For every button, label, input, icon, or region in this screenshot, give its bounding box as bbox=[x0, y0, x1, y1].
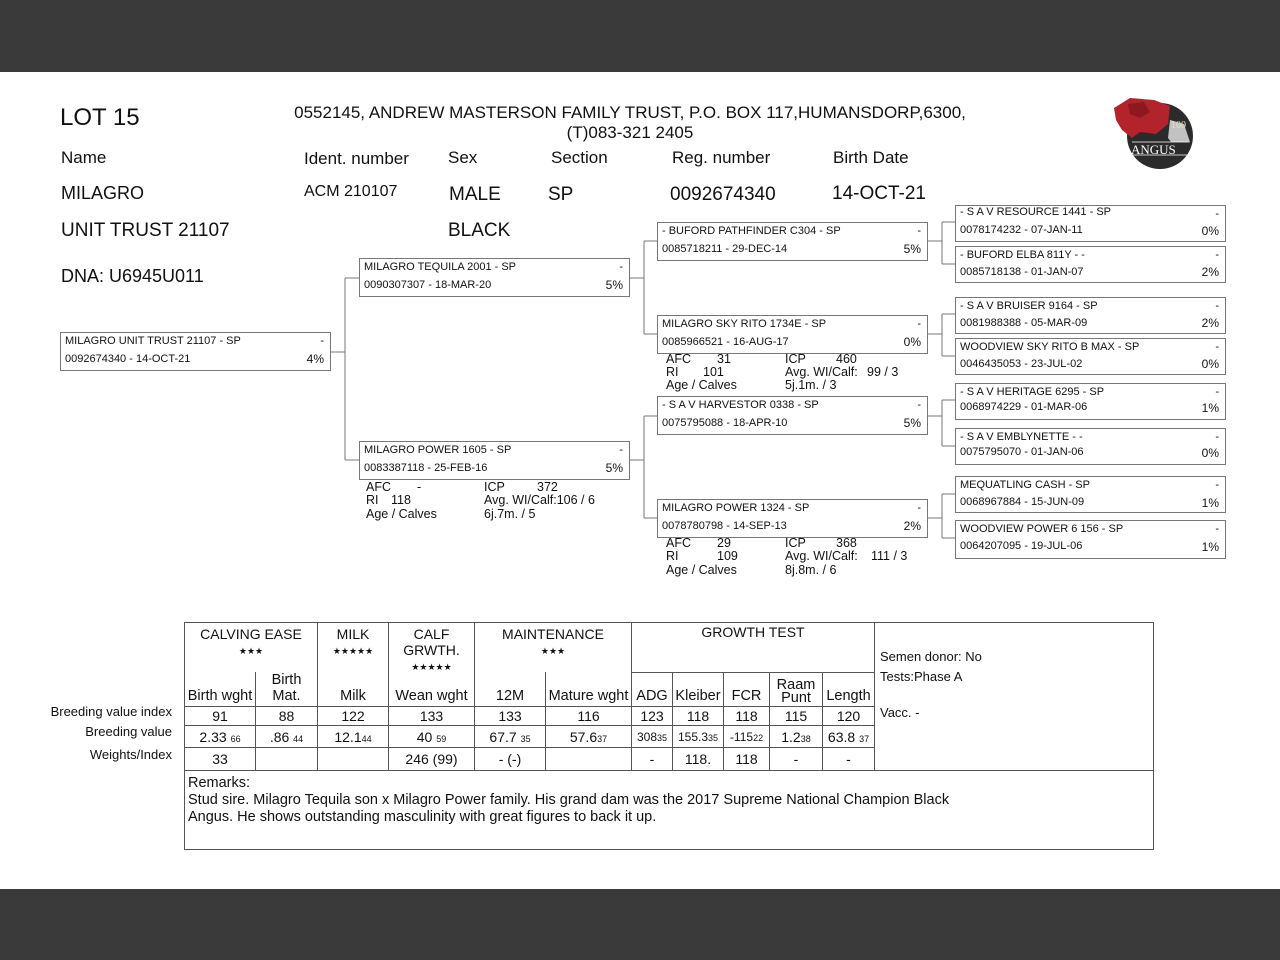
index-cell: 120 bbox=[823, 707, 875, 726]
pedigree-reg: 0046435053 - 23-JUL-02 bbox=[960, 358, 1083, 370]
dna-code: DNA: U6945U011 bbox=[61, 266, 204, 286]
pedigree-dash: - bbox=[917, 502, 921, 514]
logo-number: 100 bbox=[1171, 120, 1186, 131]
col-birth-mat: Birth Mat. bbox=[256, 672, 318, 707]
pedigree-dash: - bbox=[619, 444, 623, 456]
pedigree-sire-dam bbox=[657, 315, 928, 354]
col-birth-weight: Birth wght bbox=[185, 672, 256, 707]
col-kleiber: Kleiber bbox=[673, 672, 724, 707]
pedigree-name: WOODVIEW SKY RITO B MAX - SP bbox=[960, 341, 1140, 353]
weight-cell: - (-) bbox=[475, 748, 546, 771]
pedigree-reg: 0078780798 - 14-SEP-13 bbox=[662, 520, 787, 532]
index-cell: 115 bbox=[770, 707, 823, 726]
bv-accuracy: 44 bbox=[361, 733, 372, 744]
pedigree-reg: 0085718138 - 01-JAN-07 bbox=[960, 266, 1084, 278]
col-adg: ADG bbox=[632, 672, 673, 707]
bv-accuracy: 37 bbox=[859, 733, 870, 744]
pedigree-gg-3 bbox=[955, 297, 1226, 334]
weight-cell: - bbox=[823, 748, 875, 771]
pedigree-percent: 5% bbox=[903, 416, 921, 430]
index-cell: 133 bbox=[389, 707, 475, 726]
bv-accuracy: 35 bbox=[708, 732, 719, 743]
pedigree-percent: 1% bbox=[1201, 401, 1219, 415]
side-notes bbox=[875, 623, 1154, 771]
remarks-box bbox=[184, 770, 1154, 850]
bv-value: .86 bbox=[269, 728, 290, 745]
pedigree-percent: 5% bbox=[605, 461, 623, 475]
sd-afc-label: AFC bbox=[666, 352, 691, 366]
pedigree-reg: 0085966521 - 16-AUG-17 bbox=[662, 336, 789, 348]
bv-accuracy: 35 bbox=[520, 733, 531, 744]
pedigree-percent: 5% bbox=[605, 278, 623, 292]
semen-donor: Semen donor: No bbox=[880, 649, 982, 664]
pedigree-reg: 0075795088 - 18-APR-10 bbox=[662, 417, 788, 429]
col-milk: Milk bbox=[318, 672, 389, 707]
dd-age-label: Age / Calves bbox=[666, 563, 737, 577]
bv-cell bbox=[256, 726, 318, 748]
label-ident: Ident. number bbox=[304, 149, 409, 168]
pedigree-reg: 0092674340 - 14-OCT-21 bbox=[65, 353, 191, 365]
bv-cell bbox=[823, 726, 875, 748]
pedigree-name: MILAGRO TEQUILA 2001 - SP bbox=[364, 261, 517, 273]
animal-section: SP bbox=[548, 184, 574, 205]
bv-cell bbox=[546, 726, 632, 748]
dam-age: 6j.7m. / 5 bbox=[484, 507, 536, 521]
dd-ri-label: RI bbox=[666, 549, 679, 563]
index-cell: 88 bbox=[256, 707, 318, 726]
remarks-line-2: Angus. He shows outstanding masculinity with great figures to back it up. bbox=[188, 809, 657, 825]
sd-icp-label: ICP bbox=[785, 352, 806, 366]
bv-accuracy: 35 bbox=[657, 732, 668, 743]
bv-value: 2.33 bbox=[199, 728, 227, 745]
pedigree-dash: - bbox=[917, 318, 921, 330]
dam-afc: - bbox=[417, 480, 422, 494]
pedigree-reg: 0085718211 - 29-DEC-14 bbox=[662, 243, 788, 255]
dam-icp-label: ICP bbox=[484, 480, 505, 494]
pedigree-name: - S A V HARVESTOR 0338 - SP bbox=[662, 399, 819, 411]
rating-stars: ★★★★★ bbox=[411, 662, 452, 672]
weight-cell: - bbox=[632, 748, 673, 771]
bv-value: 40 bbox=[416, 728, 433, 745]
animal-sex: MALE bbox=[449, 184, 501, 205]
pedigree-gg-4 bbox=[955, 338, 1226, 375]
bv-accuracy: 44 bbox=[293, 733, 304, 744]
pedigree-dash: - bbox=[1215, 523, 1219, 535]
dam-afc-label: AFC bbox=[366, 480, 391, 494]
bv-cell bbox=[318, 726, 389, 748]
rating-stars: ★★★ bbox=[238, 646, 264, 656]
label-section: Section bbox=[551, 148, 608, 167]
dd-afc: 29 bbox=[717, 536, 731, 550]
sd-age: 5j.1m. / 3 bbox=[785, 378, 837, 392]
bv-cell bbox=[389, 726, 475, 748]
bv-cell bbox=[673, 726, 724, 748]
weight-cell: 33 bbox=[185, 748, 256, 771]
index-cell: 122 bbox=[318, 707, 389, 726]
animal-color: BLACK bbox=[448, 220, 511, 241]
dd-icp: 368 bbox=[836, 536, 857, 550]
pedigree-dash: - bbox=[1215, 300, 1219, 312]
pedigree-percent: 0% bbox=[1201, 357, 1219, 371]
pedigree-reg: 0083387118 - 25-FEB-16 bbox=[364, 462, 488, 474]
dam-avg: Avg. WI/Calf:106 / 6 bbox=[484, 493, 595, 507]
pedigree-reg: 0068967884 - 15-JUN-09 bbox=[960, 496, 1085, 508]
pedigree-name: - S A V BRUISER 9164 - SP bbox=[960, 300, 1098, 312]
rating-stars: ★★★★★ bbox=[332, 646, 374, 656]
bv-accuracy: 22 bbox=[753, 732, 764, 743]
row-label-bv: Breeding value bbox=[85, 724, 172, 739]
weight-cell bbox=[256, 748, 318, 771]
label-sex: Sex bbox=[448, 148, 478, 167]
bv-accuracy: 59 bbox=[436, 733, 447, 744]
pedigree-percent: 1% bbox=[1201, 540, 1219, 554]
bv-cell bbox=[724, 726, 770, 748]
dd-avg: 111 / 3 bbox=[871, 549, 908, 563]
rating-stars: ★★★ bbox=[540, 646, 566, 656]
pedigree-dash: - bbox=[917, 225, 921, 237]
pedigree-dash: - bbox=[1215, 249, 1219, 261]
pedigree-dash: - bbox=[1215, 208, 1219, 220]
weight-cell: 118. bbox=[673, 748, 724, 771]
index-cell: 133 bbox=[475, 707, 546, 726]
weight-cell bbox=[318, 748, 389, 771]
pedigree-sire bbox=[359, 258, 630, 297]
sd-afc: 31 bbox=[717, 352, 731, 366]
index-cell: 123 bbox=[632, 707, 673, 726]
pedigree-percent: 5% bbox=[903, 242, 921, 256]
col-mature-weight: Mature wght bbox=[546, 672, 632, 707]
pedigree-name: MILAGRO SKY RITO 1734E - SP bbox=[662, 318, 827, 330]
pedigree-name: - BUFORD PATHFINDER C304 - SP bbox=[662, 225, 841, 237]
group-label: CALVING EASE bbox=[200, 626, 302, 642]
pedigree-percent: 0% bbox=[903, 335, 921, 349]
pedigree-reg: 0090307307 - 18-MAR-20 bbox=[364, 279, 492, 291]
col-raam-punt: Raam Punt bbox=[770, 672, 823, 707]
pedigree-percent: 2% bbox=[1201, 316, 1219, 330]
remarks-label: Remarks: bbox=[188, 775, 251, 791]
bv-value: 1.2 bbox=[781, 728, 801, 745]
col-12m: 12M bbox=[475, 672, 546, 707]
pedigree-reg: 0064207095 - 19-JUL-06 bbox=[960, 540, 1083, 552]
pedigree-name: - S A V HERITAGE 6295 - SP bbox=[960, 386, 1105, 398]
pedigree-percent: 2% bbox=[903, 519, 921, 533]
lot-number: LOT 15 bbox=[60, 104, 140, 131]
animal-ident: ACM 210107 bbox=[304, 183, 398, 200]
pedigree-dash: - bbox=[1215, 341, 1219, 353]
dam-age-label: Age / Calves bbox=[366, 507, 437, 521]
pedigree-name: MILAGRO POWER 1324 - SP bbox=[662, 502, 810, 514]
pedigree-reg: 0078174232 - 07-JAN-11 bbox=[960, 224, 1083, 236]
sd-age-label: Age / Calves bbox=[666, 378, 737, 392]
pedigree-gg-7 bbox=[955, 476, 1226, 513]
pedigree-sire-sire bbox=[657, 222, 928, 261]
animal-reg: 0092674340 bbox=[670, 184, 776, 205]
bv-accuracy: 66 bbox=[230, 733, 241, 744]
weight-cell: 118 bbox=[724, 748, 770, 771]
group-milk bbox=[318, 623, 389, 673]
pedigree-dash: - bbox=[619, 261, 623, 273]
breeding-value-table bbox=[184, 622, 1154, 771]
pedigree-gg-8 bbox=[955, 520, 1226, 559]
group-growth-test bbox=[632, 623, 875, 673]
animal-name-line2: UNIT TRUST 21107 bbox=[61, 220, 230, 241]
dam-icp: 372 bbox=[537, 480, 558, 494]
bv-accuracy: 37 bbox=[597, 733, 608, 744]
pedigree-gg-1 bbox=[955, 205, 1226, 242]
pedigree-reg: 0075795070 - 01-JAN-06 bbox=[960, 446, 1084, 458]
pedigree-name: MILAGRO POWER 1605 - SP bbox=[364, 444, 512, 456]
pedigree-dash: - bbox=[1215, 386, 1219, 398]
row-label-weights: Weights/Index bbox=[89, 747, 172, 762]
group-label: MAINTENANCE bbox=[502, 626, 604, 642]
index-cell: 118 bbox=[673, 707, 724, 726]
pedigree-name: - S A V EMBLYNETTE - - bbox=[960, 431, 1083, 443]
owner-line-1: 0552145, ANDREW MASTERSON FAMILY TRUST, P.O. BOX 117,HUMANSDORP,6300, bbox=[294, 103, 966, 122]
weight-cell: 246 (99) bbox=[389, 748, 475, 771]
pedigree-dam-sire bbox=[657, 396, 928, 435]
pedigree-gg-6 bbox=[955, 428, 1226, 465]
bv-value: 57.6 bbox=[569, 728, 598, 745]
pedigree-percent: 0% bbox=[1201, 224, 1219, 238]
tests: Tests:Phase A bbox=[880, 669, 963, 684]
bv-accuracy: 38 bbox=[800, 733, 811, 744]
pedigree-dam-dam bbox=[657, 499, 928, 538]
bv-value: 155.3 bbox=[677, 729, 708, 744]
index-cell: 116 bbox=[546, 707, 632, 726]
col-wean-weight: Wean wght bbox=[389, 672, 475, 707]
group-maintenance bbox=[475, 623, 632, 673]
pedigree-dash: - bbox=[1215, 431, 1219, 443]
weight-cell: - bbox=[770, 748, 823, 771]
sd-avg: 99 / 3 bbox=[867, 365, 899, 379]
weight-cell bbox=[546, 748, 632, 771]
pedigree-name: MEQUATLING CASH - SP bbox=[960, 479, 1090, 491]
sd-ri-label: RI bbox=[666, 365, 679, 379]
pedigree-name: WOODVIEW POWER 6 156 - SP bbox=[960, 523, 1124, 535]
pedigree-self bbox=[60, 332, 331, 371]
pedigree-percent: 1% bbox=[1201, 496, 1219, 510]
pedigree-percent: 0% bbox=[1201, 446, 1219, 460]
label-name: Name bbox=[61, 148, 107, 167]
animal-name: MILAGRO bbox=[61, 183, 145, 203]
group-label: MILK bbox=[336, 626, 370, 642]
index-cell: 91 bbox=[185, 707, 256, 726]
animal-birth: 14-OCT-21 bbox=[832, 183, 926, 204]
bv-cell bbox=[475, 726, 546, 748]
dam-ri: 118 bbox=[391, 493, 411, 507]
pedigree-reg: 0068974229 - 01-MAR-06 bbox=[960, 401, 1088, 413]
pedigree-dash: - bbox=[320, 335, 324, 347]
vacc: Vacc. - bbox=[880, 705, 920, 720]
group-calf-growth bbox=[389, 623, 475, 673]
pedigree-dash: - bbox=[917, 399, 921, 411]
bv-cell bbox=[632, 726, 673, 748]
dd-avg-label: Avg. WI/Calf: bbox=[785, 549, 858, 563]
remarks-line-1: Stud sire. Milagro Tequila son x Milagro Power family. His grand dam was the 2017 Supreme National Champion Black bbox=[188, 792, 950, 808]
label-reg: Reg. number bbox=[672, 148, 771, 167]
sd-ri: 101 bbox=[703, 365, 724, 379]
group-label: CALF GRWTH. bbox=[403, 626, 460, 658]
owner-line-2: (T)083-321 2405 bbox=[566, 123, 694, 142]
sd-icp: 460 bbox=[836, 352, 857, 366]
pedigree-dam bbox=[359, 441, 630, 480]
bv-value: -115 bbox=[729, 729, 754, 744]
pedigree-dash: - bbox=[1215, 479, 1219, 491]
dd-afc-label: AFC bbox=[666, 536, 691, 550]
bv-value: 12.1 bbox=[334, 728, 362, 745]
bv-cell bbox=[185, 726, 256, 748]
pedigree-gg-5 bbox=[955, 383, 1226, 420]
logo-text: ANGUS bbox=[1131, 142, 1176, 157]
pedigree-gg-2 bbox=[955, 246, 1226, 283]
pedigree-reg: 0081988388 - 05-MAR-09 bbox=[960, 317, 1088, 329]
label-birth: Birth Date bbox=[833, 148, 909, 167]
group-calving-ease bbox=[185, 623, 318, 673]
col-fcr: FCR bbox=[724, 672, 770, 707]
dd-age: 8j.8m. / 6 bbox=[785, 563, 837, 577]
pedigree-name: - S A V RESOURCE 1441 - SP bbox=[960, 206, 1112, 218]
sd-avg-label: Avg. WI/Calf: bbox=[785, 365, 858, 379]
dd-icp-label: ICP bbox=[785, 536, 806, 550]
group-label: GROWTH TEST bbox=[701, 624, 805, 640]
index-cell: 118 bbox=[724, 707, 770, 726]
bv-cell bbox=[770, 726, 823, 748]
pedigree-percent: 4% bbox=[306, 352, 324, 366]
bv-value: 67.7 bbox=[489, 728, 517, 745]
dam-ri-label: RI bbox=[366, 493, 379, 507]
pedigree-name: MILAGRO UNIT TRUST 21107 - SP bbox=[65, 335, 241, 347]
pedigree-name: - BUFORD ELBA 811Y - - bbox=[960, 249, 1085, 261]
bottom-band bbox=[0, 889, 1280, 960]
col-length: Length bbox=[823, 672, 875, 707]
pedigree-percent: 2% bbox=[1201, 265, 1219, 279]
row-label-index: Breeding value index bbox=[50, 704, 172, 719]
dd-ri: 109 bbox=[717, 549, 738, 563]
bv-value: 63.8 bbox=[827, 728, 856, 745]
bv-value: 308 bbox=[636, 729, 657, 744]
